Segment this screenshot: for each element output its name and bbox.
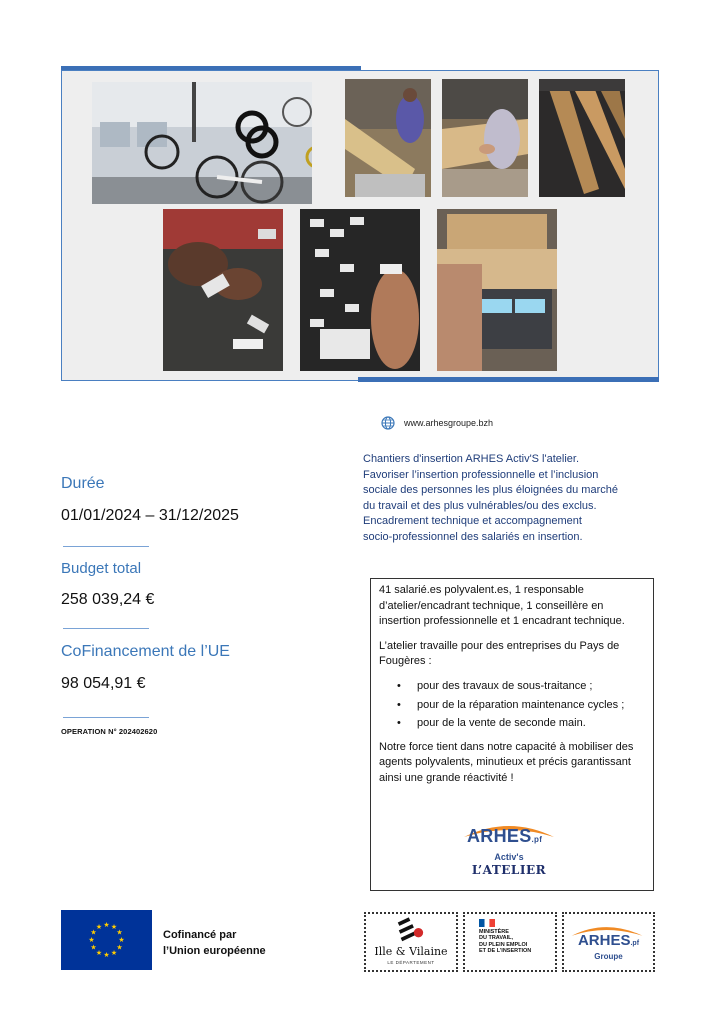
ministere-travail-logo	[463, 912, 557, 972]
arhes-groupe-sub: Groupe	[594, 952, 623, 961]
description-line: socio-professionnel des salariés en insertion.	[363, 530, 583, 543]
photo-worker-wood	[345, 79, 431, 197]
svg-text:★: ★	[103, 951, 110, 959]
arhes-logo-suffix: .pf	[531, 835, 543, 844]
eu-stars-icon	[61, 910, 152, 970]
cofinancement-value: 98 054,91 €	[61, 675, 146, 692]
photo-wood-beams	[539, 79, 625, 197]
description-line: Chantiers d'insertion ARHES Activ'S l'atelier.	[363, 453, 580, 465]
arhes-groupe-suffix: .pf	[630, 940, 640, 947]
website-url[interactable]: www.arhesgroupe.bzh	[404, 418, 494, 428]
arhes-groupe-name: ARHES	[577, 932, 631, 949]
arhes-groupe-logo	[562, 912, 655, 972]
photo-plastic-parts	[300, 209, 420, 371]
description-line: Favoriser l’insertion professionnelle et l’inclusion	[363, 468, 599, 481]
svg-text:★: ★	[103, 921, 110, 929]
svg-text:★: ★	[88, 936, 95, 944]
ille-vilaine-logo	[364, 912, 458, 972]
description-line: du travail et des plus vulnérables/ou des exclus.	[363, 499, 597, 512]
svg-text:★: ★	[90, 943, 97, 952]
separator	[63, 717, 149, 718]
french-flag-icon	[479, 919, 495, 927]
info-paragraph-clients: L’atelier travaille pour des entreprises du Pays de Fougères :	[379, 639, 620, 668]
ille-vilaine-sub: LE DÉPARTEMENT	[387, 960, 435, 965]
globe-icon	[381, 416, 395, 430]
duree-value: 01/01/2024 – 31/12/2025	[61, 507, 239, 524]
ministere-name	[479, 929, 531, 955]
description-line: Encadrement technique et accompagnement	[363, 515, 582, 527]
eu-flag-logo	[61, 910, 152, 970]
ministere-line: MINISTÈRE	[479, 929, 509, 935]
description-line: sociale des personnes les plus éloignées du marché	[363, 484, 618, 496]
eu-text-line: Cofinancé par	[163, 929, 237, 941]
budget-value: 258 039,24 €	[61, 591, 155, 608]
photo-scale-weighing	[437, 209, 557, 371]
duree-label: Durée	[61, 475, 105, 492]
photo-collage	[61, 70, 659, 381]
eu-cofinancing-text	[163, 927, 266, 959]
info-paragraph-staff: 41 salarié.es polyvalent.es, 1 responsable d’atelier/encadrant technique, 1 conseillère en insertion professionnelle et 1 encadrant technique.	[379, 584, 625, 628]
info-paragraph-strength: Notre force tient dans notre capacité à mobiliser des agents polyvalents, minutieux et précis garantissant ainsi une grande réactivité !	[379, 740, 634, 784]
project-description	[363, 452, 663, 545]
separator	[63, 546, 149, 547]
eu-text-line: l’Union européenne	[163, 945, 266, 957]
services-list	[379, 679, 646, 732]
svg-text:★: ★	[116, 928, 123, 937]
svg-text:★: ★	[95, 949, 103, 957]
svg-text:★: ★	[90, 928, 97, 937]
svg-text:★: ★	[110, 923, 118, 931]
budget-label: Budget total	[61, 560, 142, 577]
website-link[interactable]	[381, 416, 493, 430]
cofinancement-label: CoFinancement de l’UE	[61, 643, 230, 660]
svg-text:★: ★	[116, 943, 123, 952]
svg-text:★: ★	[118, 936, 125, 944]
svg-text:★: ★	[95, 923, 103, 931]
svg-text:★: ★	[110, 949, 118, 957]
ille-vilaine-name: Ille & Vilaine	[374, 945, 448, 958]
photo-bike-workshop	[92, 82, 312, 204]
ministere-line: ET DE L’INSERTION	[479, 948, 532, 955]
list-item: • pour de la réparation maintenance cycles ;	[397, 698, 646, 714]
arhes-activs-logo	[459, 819, 559, 881]
list-item: • pour des travaux de sous-traitance ;	[397, 679, 646, 695]
operation-number: OPERATION N° 202402620	[61, 727, 158, 736]
arhes-logo-name: ARHES	[467, 826, 532, 846]
atelier-info-box	[370, 578, 654, 891]
photo-hands-assembly	[163, 209, 283, 371]
list-item: • pour de la vente de seconde main.	[397, 716, 646, 732]
ministere-line: DU TRAVAIL,	[479, 935, 514, 942]
photo-hands-wood	[442, 79, 528, 197]
separator	[63, 628, 149, 629]
arhes-logo-sub: Activ's	[494, 852, 524, 862]
ministere-line: DU PLEIN EMPLOI	[479, 941, 528, 948]
collage-bottom-accent-bar	[358, 377, 659, 382]
arhes-logo-atelier: L’ATELIER	[471, 863, 547, 877]
